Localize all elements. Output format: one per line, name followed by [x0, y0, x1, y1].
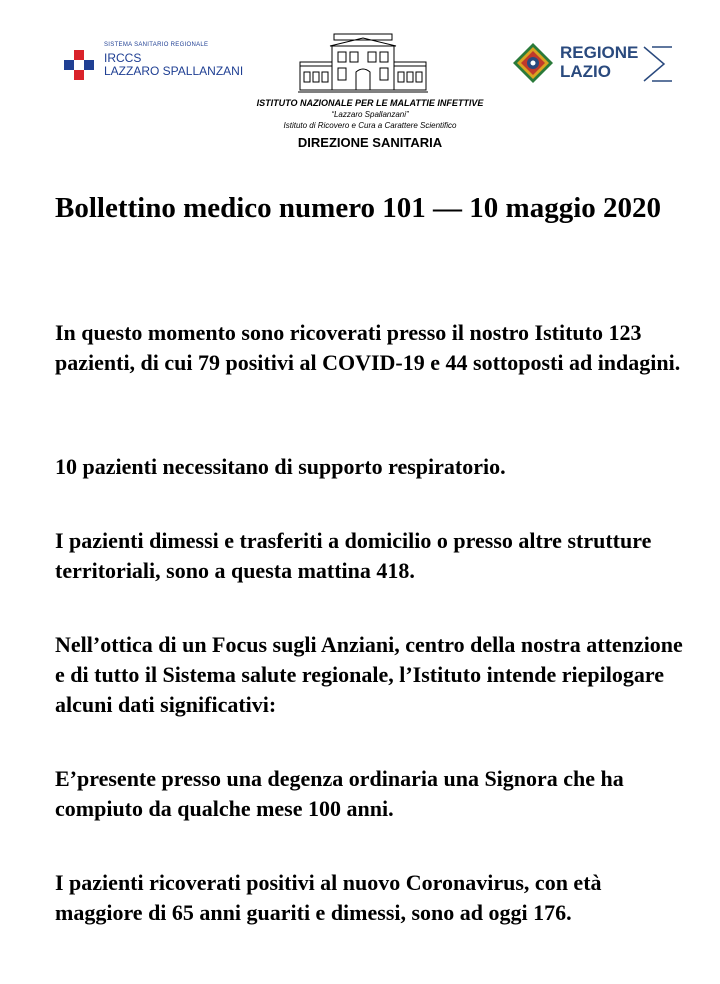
- logo-irccs-text: IRCCS: [104, 51, 142, 65]
- medical-cross-icon: [64, 50, 94, 80]
- regione-lazio-logo: [512, 42, 682, 87]
- paragraph-centenarian: E’presente presso una degenza ordinaria una Signora che ha compiuto da qualche mese 100 anni.: [55, 766, 624, 821]
- system-label: SISTEMA SANITARIO REGIONALE: [104, 42, 209, 48]
- institute-name: ISTITUTO NAZIONALE PER LE MALATTIE INFETTIVE: [256, 98, 484, 108]
- regione-lazio-emblem-icon: [512, 42, 554, 84]
- institute-subname: “Lazzaro Spallanzani”: [331, 110, 409, 119]
- irccs-spallanzani-logo: [64, 42, 254, 82]
- logo-spallanzani-text: LAZZARO SPALLANZANI: [104, 64, 244, 78]
- logo-regione-text: REGIONE: [560, 43, 639, 62]
- regione-chevron-icon: [642, 45, 682, 83]
- institute-building-icon: [298, 32, 428, 94]
- paragraph-hospitalized: In questo momento sono ricoverati presso il nostro Istituto 123 pazienti, di cui 79 positivi al COVID-19 e 44 sottoposti ad indagini.: [55, 320, 681, 375]
- bulletin-title: Bollettino medico numero 101 — 10 maggio 2020: [55, 192, 662, 224]
- paragraph-over65-recovered: I pazienti ricoverati positivi al nuovo Coronavirus, con età maggiore di 65 anni guariti e dimessi, sono ad oggi 176.: [55, 870, 602, 925]
- department-heading: DIREZIONE SANITARIA: [297, 135, 443, 150]
- institute-type: Istituto di Ricovero e Cura a Carattere Scientifico: [283, 121, 457, 130]
- paragraph-discharged: I pazienti dimessi e trasferiti a domicilio o presso altre strutture territoriali, sono a questa mattina 418.: [55, 528, 652, 583]
- paragraph-respiratory-support: 10 pazienti necessitano di supporto respiratorio.: [55, 454, 506, 479]
- paragraph-elderly-focus: Nell’ottica di un Focus sugli Anziani, centro della nostra attenzione e di tutto il Sistema salute regionale, l’Istituto intende riepilogare alcuni dati significativi:: [55, 632, 683, 717]
- letterhead: [0, 0, 720, 160]
- logo-lazio-text: LAZIO: [560, 62, 611, 81]
